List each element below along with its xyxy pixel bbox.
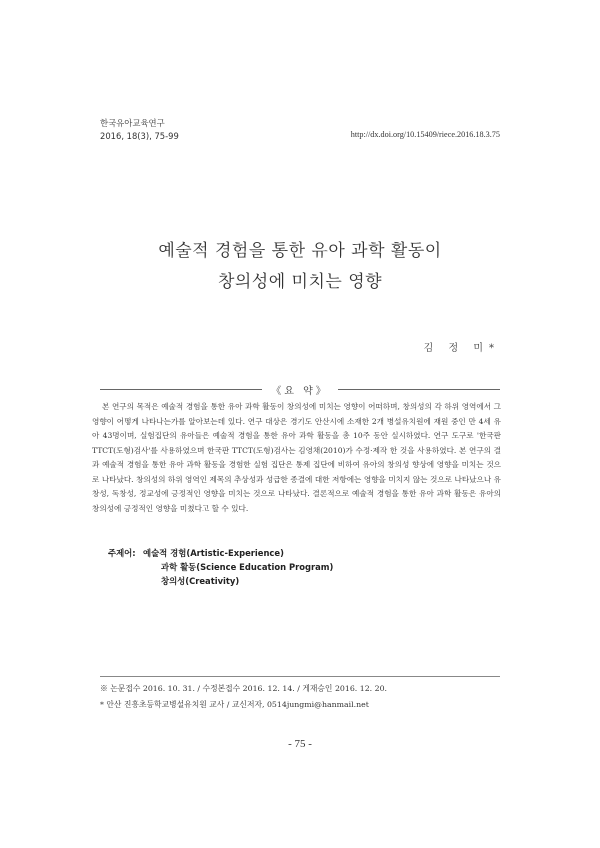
journal-header (100, 117, 179, 143)
keyword-item: 창의성(Creativity) (161, 576, 240, 586)
keyword-item: 예술적 경험(Artistic-Experience) (143, 548, 284, 558)
author-name: 김 정 미* (423, 343, 500, 354)
abstract-body: 본 연구의 목적은 예술적 경험을 통한 유아 과학 활동이 창의성에 미치는 영향이 어떠하며, 창의성의 각 하위 영역에서 그 영향이 어떻게 나타나는가를 알아보는데 있다. 연구 대상은 경기도 안산시에 소재한 2개 병설유치원에 재원 중인 만 4세 유아 43명이며, 실험집단의 유아들은 예술적 경험을 통한 유아 과학 활동을 총 10주 동안 실시하였다. 연구 도구로 '한국판 TTCT(도형)검사'를 사용하였으며 한국판 TTCT(도형)검사는 김영채(2010)가 수정·제작 한 것을 사용하였다. 본 연구의 결과 예술적 경험을 통한 유아 과학 활동을 경험한 실험 집단은 통제 집단에 비하여 유아의 창의성 향상에 영향을 미치는 것으로 나타났다. 창의성의 하위 영역인 제목의 추상성과 성급한 종결에 대한 저항에는 영향을 미치지 않는 것으로 나타났으나 유창성, 독창성, 정교성에 긍정적인 영향을 미치는 것으로 나타났다. 결론적으로 예술적 경험을 통한 유아 과학 활동은 유아의 창의성에 긍정적인 영향을 미쳤다고 할 수 있다. (92, 402, 501, 513)
footnote-affiliation: * 안산 진흥초등학교병설유치원 교사 / 교신저자, 0514jungmi@hanmail.net (100, 700, 369, 709)
doi-link[interactable]: http://dx.doi.org/10.15409/riece.2016.18.3.75 (350, 130, 500, 139)
paper-title-line2: 창의성에 미치는 영향 (217, 272, 383, 292)
keyword-item: 과학 활동(Science Education Program) (161, 562, 334, 572)
keywords-label: 주제어: (108, 548, 136, 558)
abstract-heading: 《요 약》 (271, 386, 329, 397)
abstract-rule-left (100, 389, 262, 390)
footnote-divider (100, 676, 500, 677)
footnote-dates: ※ 논문접수 2016. 10. 31. / 수정본접수 2016. 12. 14. / 게재승인 2016. 12. 20. (100, 684, 388, 693)
volume-info: 2016, 18(3), 75-99 (100, 131, 179, 141)
paper-title-line1: 예술적 경험을 통한 유아 과학 활동이 (158, 241, 442, 261)
abstract-rule-right (338, 389, 500, 390)
journal-name: 한국유아교육연구 (100, 118, 165, 128)
page-number: - 75 - (288, 738, 312, 750)
